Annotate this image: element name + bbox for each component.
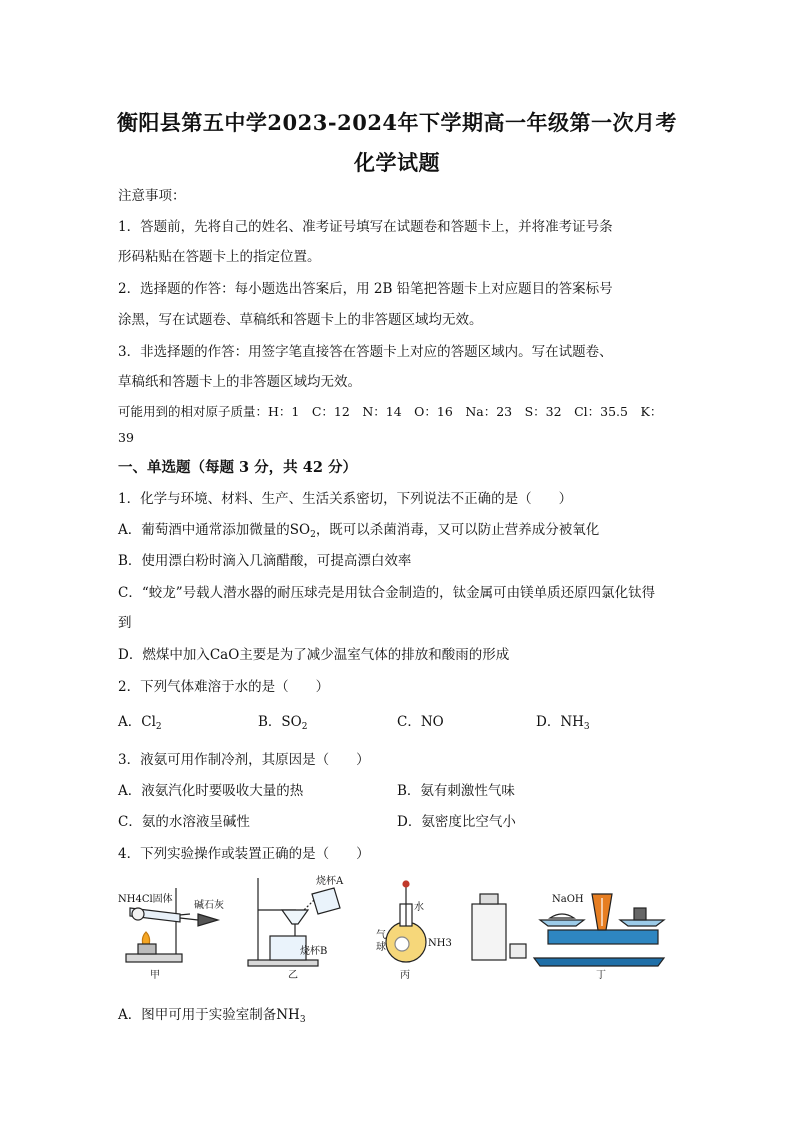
exam-title: 衡阳县第五中学2023-2024年下学期高一年级第一次月考 (116, 110, 678, 135)
q4-a-text: A．图甲可用于实验室制备NH (118, 1007, 300, 1023)
q4-a-sub: 3 (299, 1015, 306, 1025)
label-soda-lime: 碱石灰 (194, 900, 224, 911)
notice-item-3a: 3．非选择题的作答：用签字笔直接答在答题卡上对应的答题区域内。写在试题卷、 (118, 344, 613, 360)
q2-stem: 2．下列气体难溶于水的是（ ） (118, 679, 330, 695)
caption-bing: 丙 (400, 970, 410, 981)
q3-option-a: A．液氨汽化时要吸收大量的热 (118, 783, 304, 799)
exam-subtitle: 化学试题 (354, 150, 440, 175)
q1-option-c-b: 到 (118, 615, 132, 631)
notice-item-2a: 2．选择题的作答：每小题选出答案后，用 2B 铅笔把答题卡上对应题目的答案标号 (118, 281, 613, 297)
q2-option-c: C．NO (397, 714, 444, 730)
label-nh4cl: NH4Cl固体 (118, 894, 173, 905)
q1-a-text-end: ，既可以杀菌消毒，又可以防止营养成分被氧化 (315, 522, 600, 538)
label-beaker-b: 烧杯B (300, 946, 328, 957)
q1-option-b: B．使用漂白粉时滴入几滴醋酸，可提高漂白效率 (118, 553, 412, 569)
q3-option-d: D．氨密度比空气小 (397, 814, 516, 830)
q1-option-a (118, 520, 684, 545)
section-heading: 一、单选题（每题 3 分，共 42 分） (118, 459, 357, 476)
label-balloon-1: 气 (376, 930, 386, 941)
apparatus-svg (118, 874, 678, 984)
q1-option-d: D．燃煤中加入CaO主要是为了减少温室气体的排放和酸雨的形成 (118, 647, 510, 663)
apparatus-bing (386, 881, 426, 962)
label-naoh: NaOH (552, 894, 584, 905)
caption-yi: 乙 (288, 970, 298, 981)
notice-item-1a: 1．答题前，先将自己的姓名、准考证号填写在试题卷和答题卡上，并将准考证号条 (118, 219, 613, 235)
label-balloon-2: 球 (376, 942, 386, 953)
q4-stem: 4．下列实验操作或装置正确的是（ ） (118, 846, 370, 862)
q1-a-sub: 2 (310, 530, 316, 540)
q3-option-b: B．氨有刺激性气味 (397, 783, 515, 799)
q3-stem: 3．液氨可用作制冷剂，其原因是（ ） (118, 752, 370, 768)
q2-option-a: A．$Cl_2$ (118, 714, 162, 732)
label-nh3: NH3 (428, 938, 452, 949)
q1-a-text: A．葡萄酒中通常添加微量的SO (118, 522, 311, 538)
label-water: 水 (414, 902, 424, 913)
q2-option-b: B．$SO_2$ (258, 714, 308, 732)
caption-ding: 丁 (596, 970, 606, 981)
notice-item-1b: 形码粘贴在答题卡上的指定位置。 (118, 249, 321, 265)
caption-jia: 甲 (150, 970, 160, 981)
q3-option-c: C．氨的水溶液呈碱性 (118, 814, 250, 830)
label-beaker-a: 烧杯A (316, 876, 344, 887)
notice-item-2b: 涂黑，写在试题卷、草稿纸和答题卡上的非答题区域均无效。 (118, 312, 483, 328)
notice-heading: 注意事项： (118, 188, 186, 204)
q4-apparatus-figure (118, 874, 678, 984)
atomic-masses-a: 可能用到的相对原子质量：H：1 C：12 N：14 O：16 Na：23 S：32 Cl：35.5 K： (118, 404, 663, 419)
q1-option-c-a: C．“蛟龙”号载人潜水器的耐压球壳是用钛合金制造的，钛金属可由镁单质还原四氯化钛得 (118, 585, 656, 601)
q1-stem: 1．化学与环境、材料、生产、生活关系密切，下列说法不正确的是（ ） (118, 491, 573, 507)
atomic-masses-b: 39 (118, 430, 134, 445)
q4-option-a (118, 1005, 684, 1030)
q2-option-d: D．$NH_3$ (536, 714, 590, 732)
notice-item-3b: 草稿纸和答题卡上的非答题区域均无效。 (118, 374, 361, 390)
